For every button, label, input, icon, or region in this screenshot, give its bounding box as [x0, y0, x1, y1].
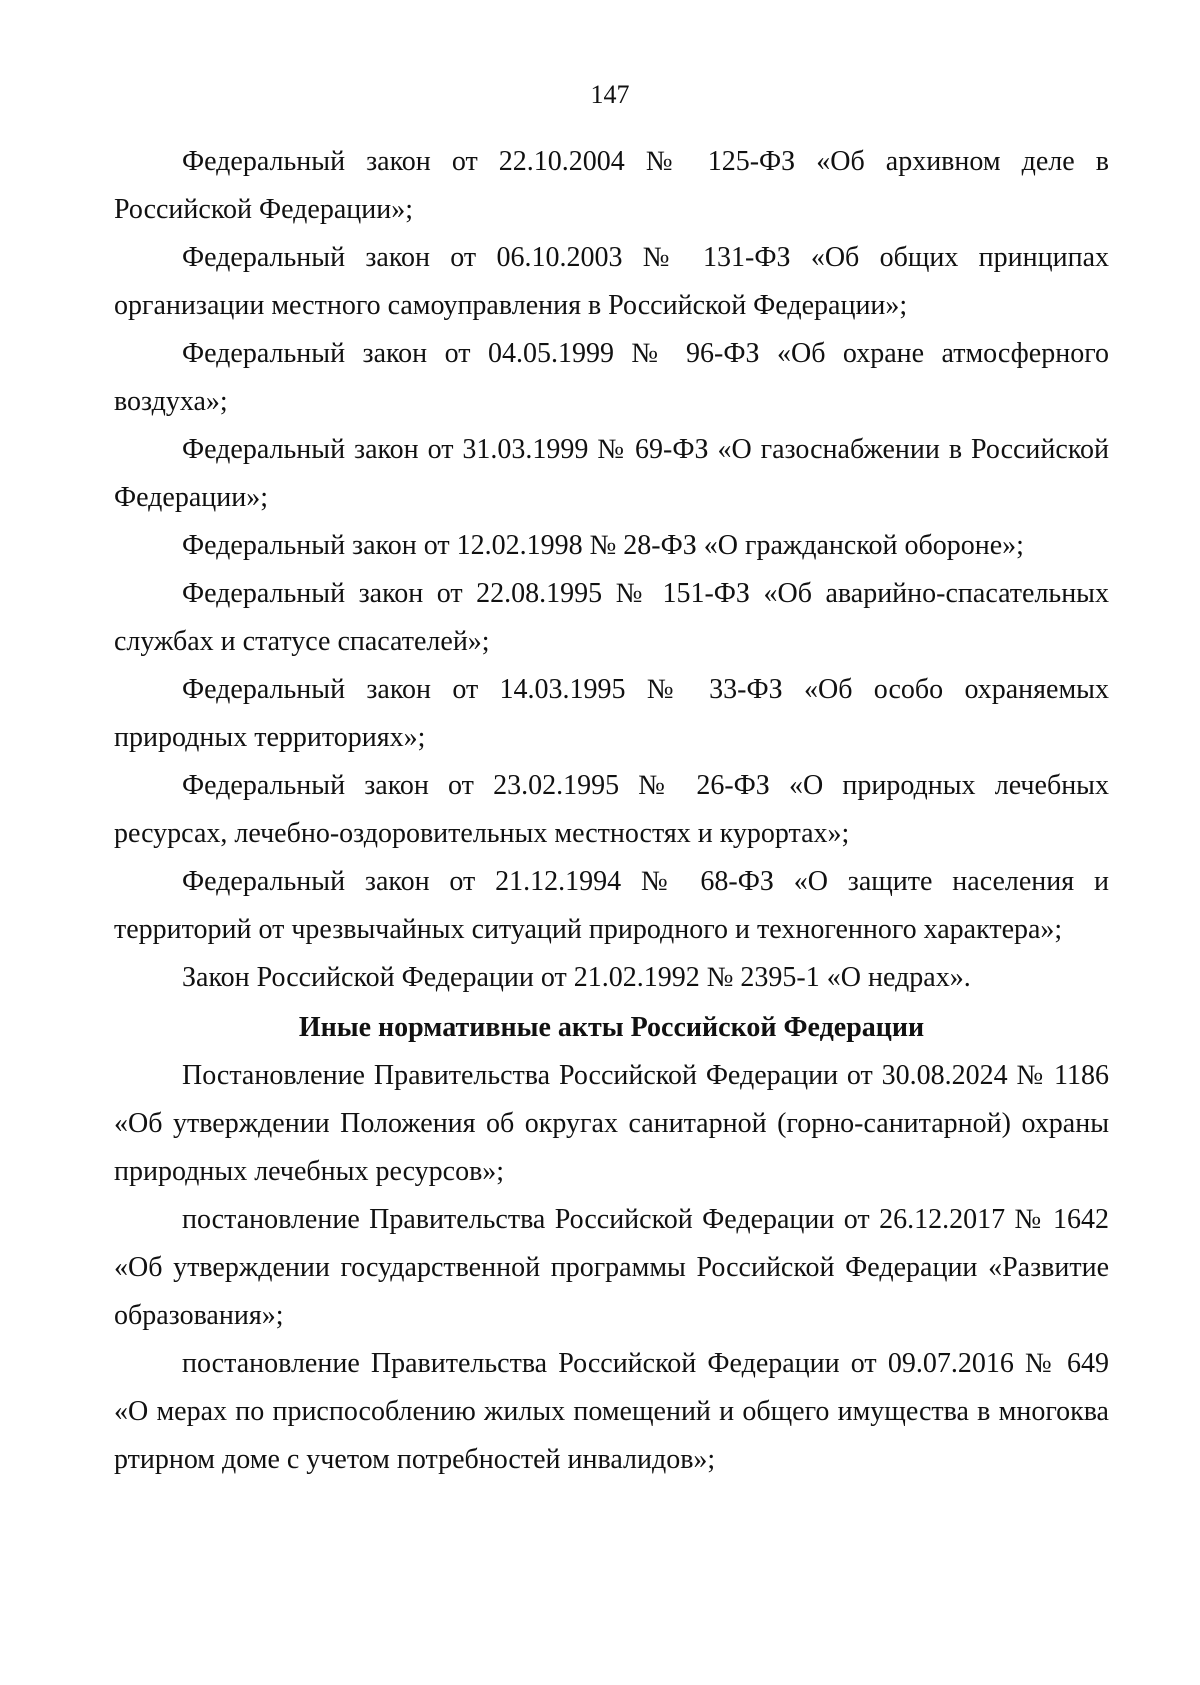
law-item-subsoil: Закон Российской Федерации от 21.02.1992 № 2395-1 «О недрах».	[182, 962, 971, 993]
regulation-item-disability-accommodation: постановление Правительства Российской Федерации от 09.07.2016 № 649 «О мерах по приспособлению жилых помещений и общего имущества в многоква ртирном доме с учетом потребностей инвалидов»;	[114, 1348, 1109, 1475]
regulation-item-sanitary-districts: Постановление Правительства Российской Федерации от 30.08.2024 № 1186 «Об утверждении Положения об округах санитарной (горно-санитарной) охраны природных лечебных ресурсов»;	[114, 1060, 1109, 1187]
law-item-atmospheric-air: Федеральный закон от 04.05.1999 № 96-ФЗ «Об охране атмосферного воздуха»;	[114, 338, 1109, 417]
law-item-natural-healing-resources: Федеральный закон от 23.02.1995 № 26-ФЗ «О природных лечебных ресурсах, лечебно-оздоровительных местностях и курортах»;	[114, 770, 1109, 849]
law-item-protected-territories: Федеральный закон от 14.03.1995 № 33-ФЗ «Об особо охраняемых природных территориях»;	[114, 674, 1109, 753]
law-item-emergency-protection: Федеральный закон от 21.12.1994 № 68-ФЗ «О защите населения и территорий от чрезвычайных ситуаций природного и техногенного характера»;	[114, 866, 1109, 945]
law-item-archive: Федеральный закон от 22.10.2004 № 125-ФЗ «Об архивном деле в Российской Федерации»;	[114, 146, 1109, 225]
section-heading: Иные нормативные акты Российской Федерации	[298, 1012, 925, 1043]
law-item-local-self-government: Федеральный закон от 06.10.2003 № 131-ФЗ «Об общих принципах организации местного самоуправления в Российской Федерации»;	[114, 242, 1109, 321]
document-body	[114, 138, 1109, 1484]
law-item-civil-defense: Федеральный закон от 12.02.1998 № 28-ФЗ «О гражданской обороне»;	[182, 530, 1024, 561]
page-number: 147	[590, 80, 630, 109]
regulation-item-education-program: постановление Правительства Российской Федерации от 26.12.2017 № 1642 «Об утверждении государственной программы Российской Федерации «Развитие образования»;	[114, 1204, 1109, 1331]
law-item-rescue-services: Федеральный закон от 22.08.1995 № 151-ФЗ «Об аварийно-спасательных службах и статусе спасателей»;	[114, 578, 1109, 657]
law-item-gas-supply: Федеральный закон от 31.03.1999 № 69-ФЗ «О газоснабжении в Российской Федерации»;	[114, 434, 1109, 513]
